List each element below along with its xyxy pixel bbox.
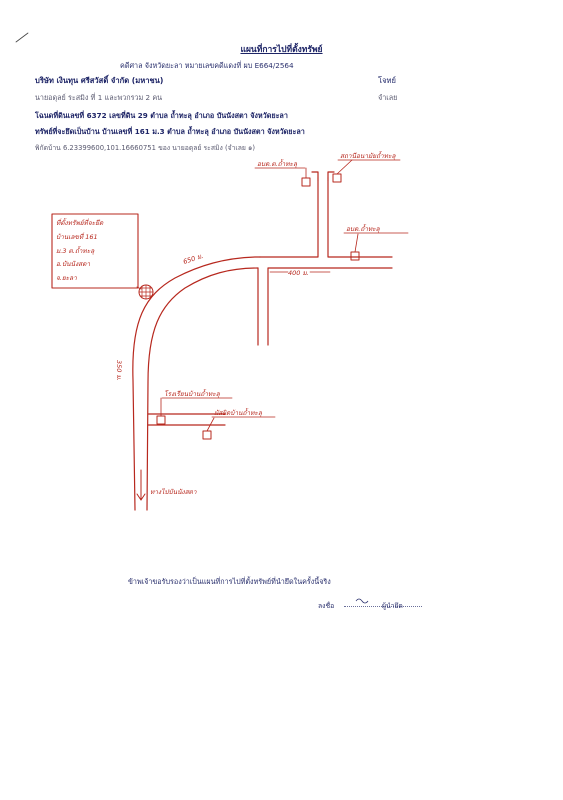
coordinates-info: พิกัดบ้าน 6.23399600,101.16660751 ของ นายอดุลย์ ระสมิง (จำเลย ๑) [35,144,255,152]
property-info: ทรัพย์ที่จะยึดเป็นบ้าน บ้านเลขที่ 161 ม.3 ตำบล ถ้ำทะลุ อำเภอ บันนังสตา จังหวัดยะลา [35,127,305,136]
defendant-name: นายอดุลย์ ระสมิง ที่ 1 และพวกรวม 2 คน [35,93,163,102]
label-road-south: ทางไปบันนังสตา [150,488,197,496]
certification-text: ข้าพเจ้าขอรับรองว่าเป็นแผนที่การไปที่ตั้งทรัพย์ที่นำยึดในครั้งนี้จริง [128,577,331,586]
legend-line-4: อ.บันนังสตา [56,260,90,268]
distance-400: 400 ม. [288,269,309,277]
label-obt-right: อบต.ถ้ำทะลุ [346,225,380,233]
label-obt-village: อบต.ต.ถ้ำทะลุ [257,160,297,168]
legend-line-1: ที่ตั้งทรัพย์ที่จะยึด [56,219,104,227]
defendant-role: จำเลย [378,93,398,102]
page-title: แผนที่การไปที่ตั้งทรัพย์ [240,45,323,55]
distance-350: 350 ม. [115,360,123,381]
signature-label: ลงชื่อ [318,602,335,610]
deed-info: โฉนดที่ดินเลขที่ 6372 เลขที่ดิน 29 ตำบล ถ้ำทะลุ อำเภอ บันนังสตา จังหวัดยะลา [35,111,288,120]
label-school: โรงเรียนบ้านถ้ำทะลุ [164,390,220,398]
legend-line-2: บ้านเลขที่ 161 [56,233,98,241]
signature-role: ผู้นำยึด [382,602,403,610]
legend-line-5: จ.ยะลา [56,274,77,282]
label-mosque: มัสยิดบ้านถ้ำทะลุ [214,409,262,417]
case-subtitle: คดีศาล จังหวัดยะลา หมายเลขคดีแดงที่ ผบ E664/2564 [120,61,294,70]
distance-650: 650 ม. [182,251,205,266]
label-health-station: สถานีอนามัยถ้ำทะลุ [340,152,396,160]
plaintiff-role: โจทย์ [378,76,396,85]
plaintiff-company: บริษัท เงินทุน ศรีสวัสดิ์ จำกัด (มหาชน) [35,76,164,85]
legend-line-3: ม.3 ต.ถ้ำทะลุ [56,247,95,255]
